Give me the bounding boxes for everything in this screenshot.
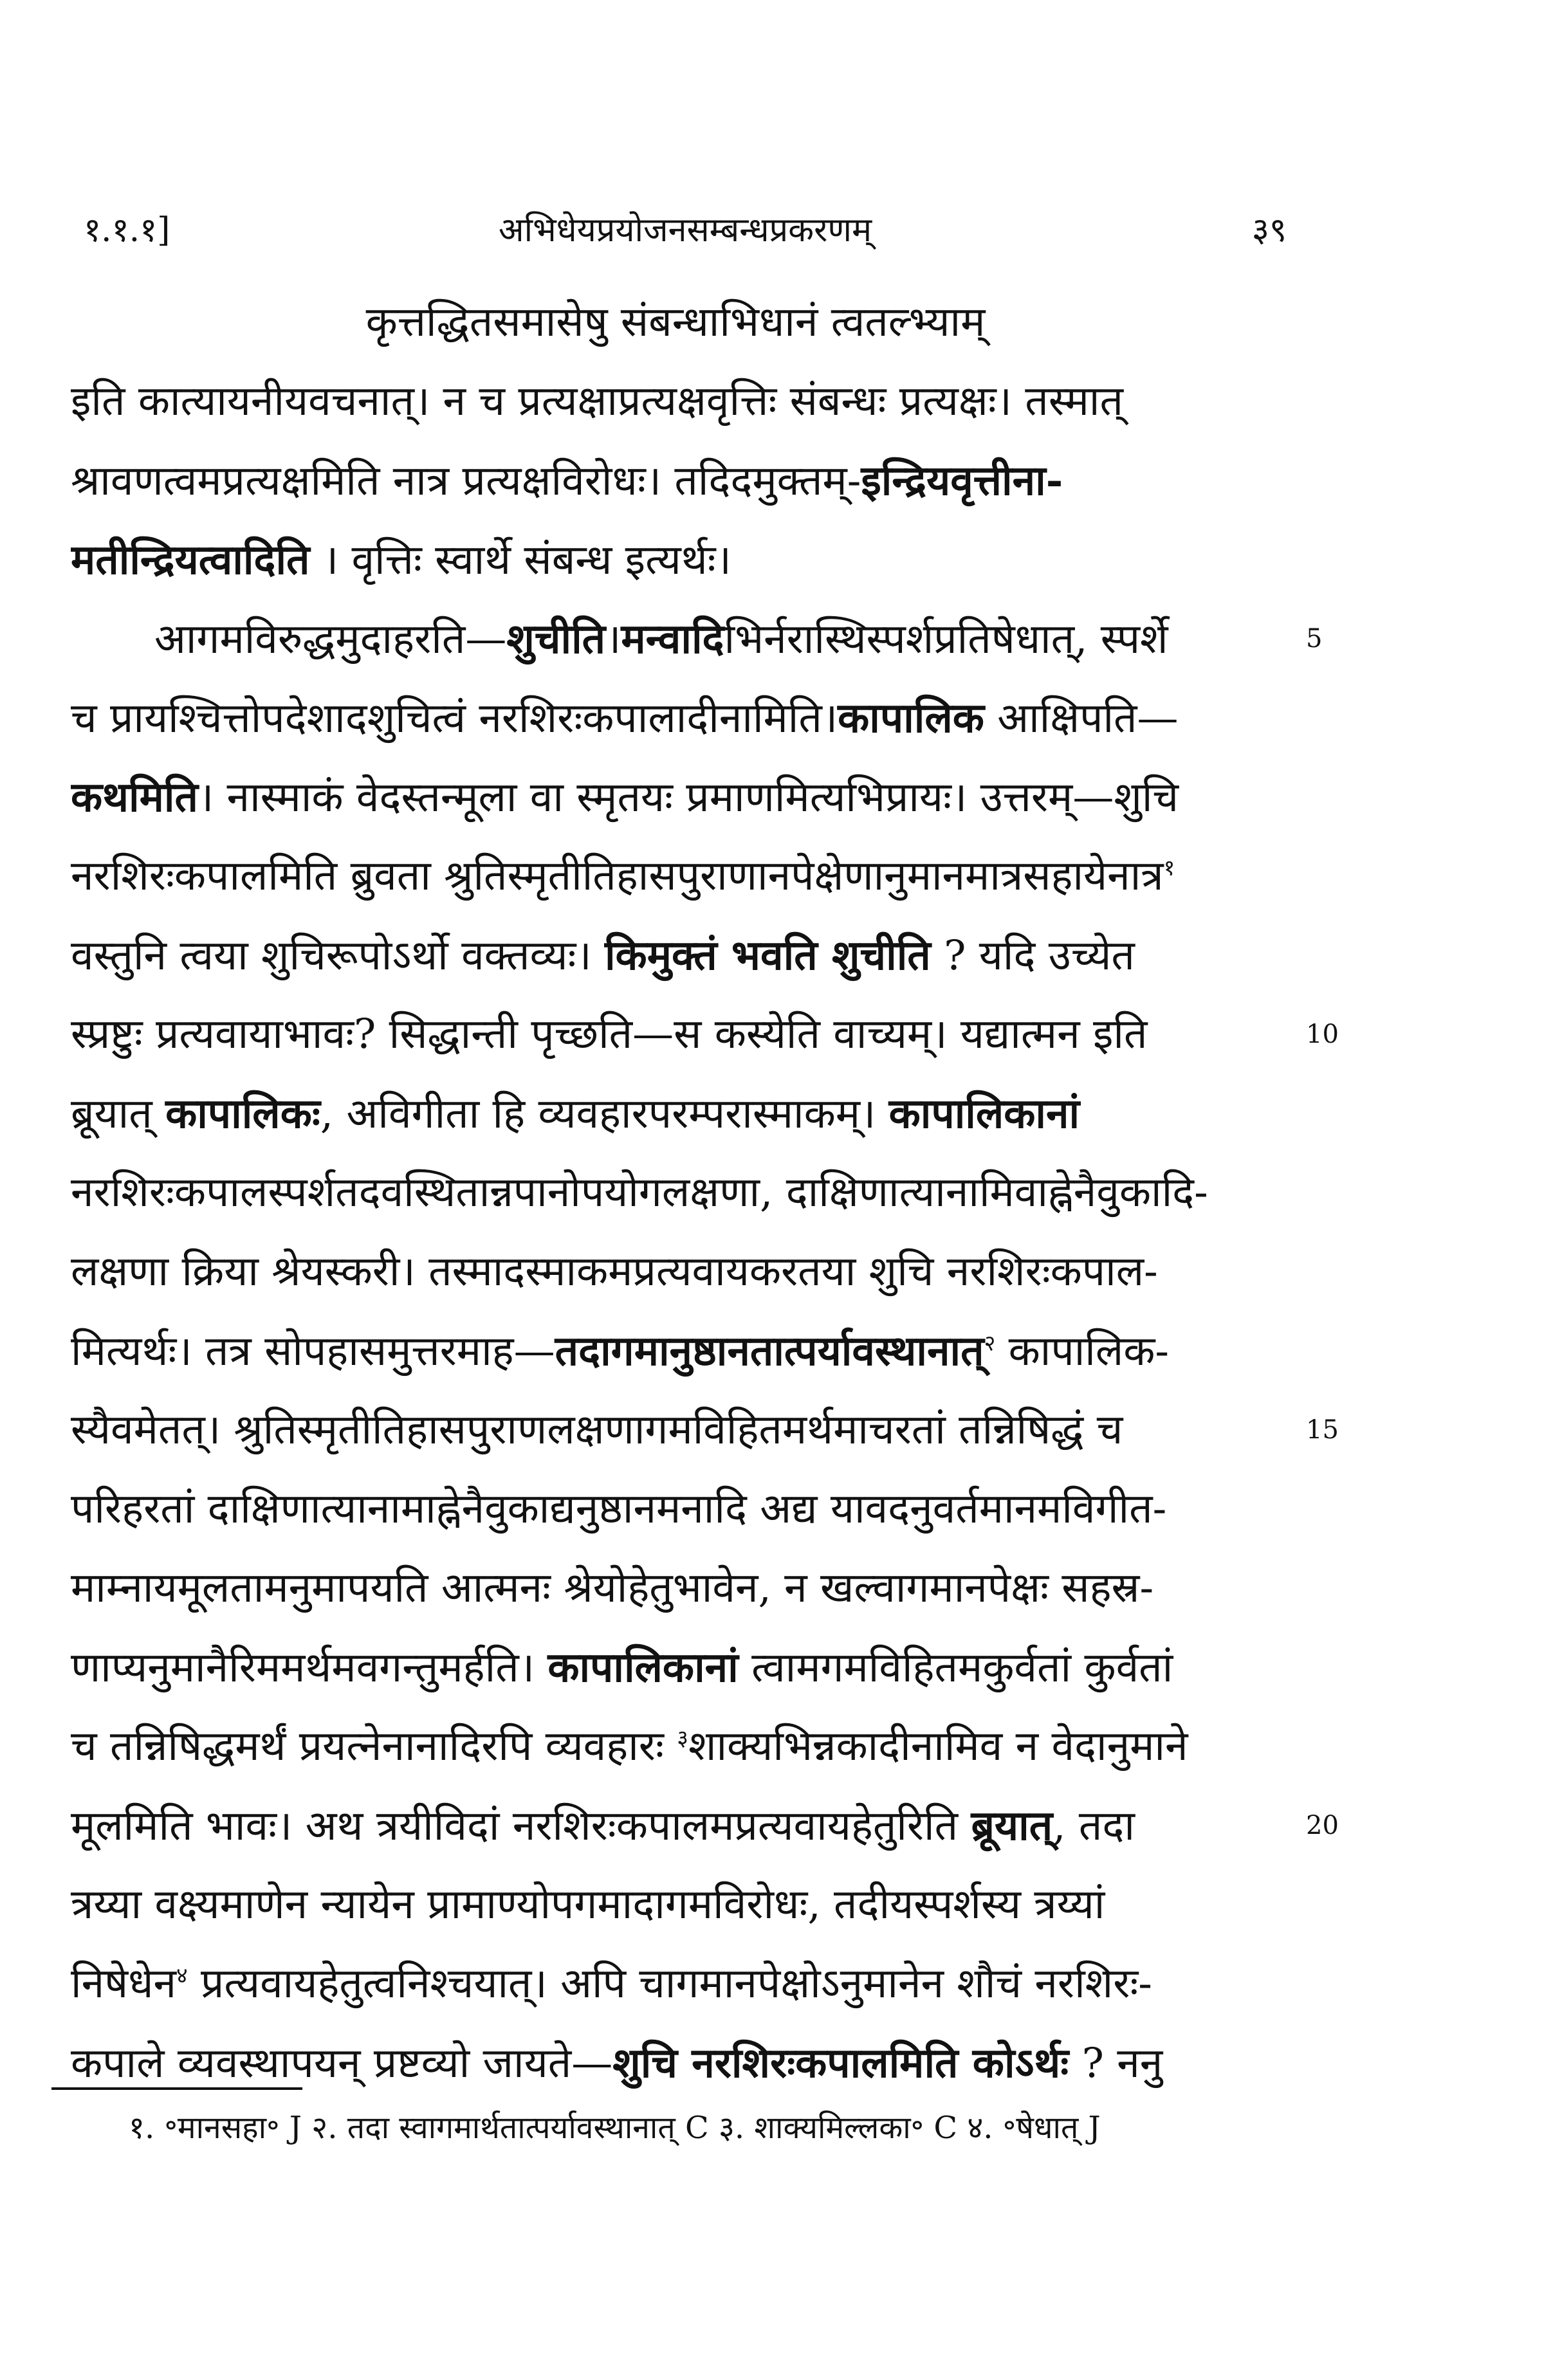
bold-text: मतीन्द्रियत्वादिति [71, 536, 310, 584]
text-line [71, 520, 1280, 600]
text-line [71, 995, 1280, 1074]
text-line [71, 1549, 1280, 1628]
text-line [71, 1074, 1280, 1153]
text-segment: शाक्यभिन्नकादीनामिव न वेदानुमाने [688, 1723, 1188, 1770]
text-segment: ब्रूयात् [71, 1090, 166, 1138]
bold-text: कापालिकानां [888, 1090, 1080, 1138]
text-line [71, 837, 1280, 916]
text-segment: आगमविरुद्धमुदाहरति— [154, 616, 507, 663]
line-number: 5 [1306, 624, 1323, 654]
text-segment: भिर्नरास्थिस्पर्शप्रतिषेधात्, स्पर्शे [724, 616, 1168, 663]
text-line [71, 1786, 1280, 1865]
running-header [84, 205, 1287, 256]
bold-text: कापालिकानां [547, 1643, 739, 1692]
text-segment: इति कात्यायनीयवचनात्। न च प्रत्यक्षाप्रत्यक्षवृत्तिः संबन्धः प्रत्यक्षः। तस्मात् [71, 378, 1123, 425]
text-segment: स्यैवमेतत्। श्रुतिस्मृतीतिहासपुराणलक्षणागमविहितमर्थमाचरतां तन्निषिद्धं च [71, 1406, 1123, 1454]
text-segment: प्रत्यवायहेतुत्वनिश्चयात्। अपि चागमानपेक्षोऽनुमानेन शौचं नरशिरः- [187, 1960, 1152, 2008]
text-line [71, 1312, 1280, 1391]
bold-text: कथमिति [71, 773, 198, 821]
text-line [71, 600, 1280, 679]
text-line [71, 441, 1280, 520]
text-line [71, 916, 1280, 995]
text-segment: च तन्निषिद्धमर्थं प्रयत्नेनानादिरपि व्यवहारः [71, 1723, 677, 1770]
bold-text: तदागमानुष्ठानतात्पर्यावस्थानात् [555, 1327, 984, 1375]
text-line [71, 679, 1280, 758]
text-segment: श्रावणत्वमप्रत्यक्षमिति नात्र प्रत्यक्षविरोधः। तदिदमुक्तम्- [71, 457, 861, 505]
text-segment: मूलमिति भावः। अथ त्रयीविदां नरशिरःकपालमप्रत्यवायहेतुरिति [71, 1802, 971, 1850]
text-segment: कृत्तद्धितसमासेषु संबन्धाभिधानं त्वतल्भ्याम् [365, 298, 986, 346]
text-segment: स्प्रष्टुः प्रत्यवायाभावः? सिद्धान्ती पृच्छति—स कस्येति वाच्यम्। यद्यात्मन इति [71, 1011, 1148, 1058]
page-number: ३९ [1251, 211, 1287, 250]
text-line [71, 1391, 1280, 1470]
text-segment: कपाले व्यवस्थापयन् प्रष्टव्यो जायते— [71, 2040, 613, 2087]
footnote-marker: ४ [176, 1963, 188, 1989]
text-segment: मित्यर्थः। तत्र सोपहासमुत्तरमाह— [71, 1328, 555, 1375]
text-segment: त्रय्या वक्ष्यमाणेन न्यायेन प्रामाण्योपगमादागमविरोधः, तदीयस्पर्शस्य त्रय्यां [71, 1881, 1105, 1928]
footnote-marker: २ [984, 1330, 996, 1357]
footnote-marker: १ [1163, 855, 1175, 881]
text-segment: । नास्माकं वेदस्तन्मूला वा स्मृतयः प्रमाणमित्यभिप्रायः। उत्तरम्—शुचि [198, 774, 1179, 821]
text-segment: च प्रायश्चित्तोपदेशादशुचित्वं नरशिरःकपालादीनामिति। [71, 695, 838, 742]
section-reference: १.१.१] [84, 211, 170, 250]
bold-text: ब्रूयात् [971, 1802, 1053, 1850]
text-line [71, 283, 1280, 362]
text-segment: नरशिरःकपालस्पर्शतदवस्थितान्नपानोपयोगलक्षणा, दाक्षिणात्यानामिवाह्नेनैवुकादि- [71, 1169, 1208, 1216]
bold-text: कापालिक [838, 694, 984, 742]
text-segment: , अविगीता हि व्यवहारपरम्परास्माकम्। [320, 1090, 889, 1138]
running-title: अभिधेयप्रयोजनसम्बन्धप्रकरणम् [498, 211, 872, 250]
text-segment: वस्तुनि त्वया शुचिरूपोऽर्थो वक्तव्यः। [71, 932, 605, 980]
text-line [71, 758, 1280, 837]
text-segment: कापालिक- [995, 1328, 1170, 1375]
text-segment: परिहरतां दाक्षिणात्यानामाह्नेनैवुकाद्यनुष्ठानमनादि अद्य यावदनुवर्तमानमविगीत- [71, 1485, 1167, 1533]
text-line [71, 1153, 1280, 1232]
text-segment: । वृत्तिः स्वार्थे संबन्ध इत्यर्थः। [309, 536, 731, 584]
text-line [71, 1232, 1280, 1312]
text-line [71, 1628, 1280, 1707]
text-line [71, 1945, 1280, 2024]
text-segment: । [605, 616, 621, 663]
text-segment: त्वामगमविहितमकुर्वतां कुर्वतां [738, 1644, 1173, 1692]
text-segment: आक्षिपति— [984, 695, 1179, 742]
line-number: 15 [1306, 1415, 1339, 1445]
text-segment: , तदा [1052, 1802, 1135, 1850]
text-segment: ? ननु [1069, 2040, 1163, 2087]
main-text [71, 283, 1280, 2103]
bold-text: शुचि नरशिरःकपालमिति कोऽर्थः [612, 2039, 1069, 2087]
line-number: 10 [1306, 1020, 1339, 1049]
text-segment: निषेधेन [71, 1960, 176, 2008]
bold-text: किमुक्तं भवति शुचीति [604, 931, 931, 980]
bold-text: शुचीति [506, 615, 606, 663]
text-line [71, 2024, 1280, 2103]
text-segment: नरशिरःकपालमिति ब्रुवता श्रुतिस्मृतीतिहासपुराणानपेक्षेणानुमानमात्रसहायेनात्र [71, 852, 1164, 900]
text-segment: णाप्यनुमानैरिममर्थमवगन्तुमर्हति। [71, 1644, 548, 1692]
text-line [71, 362, 1280, 441]
bold-text: मन्वादि [621, 615, 724, 663]
line-number: 20 [1306, 1811, 1339, 1840]
text-line [71, 1707, 1280, 1786]
text-line [71, 1470, 1280, 1549]
bold-text: इन्द्रियवृत्तीना- [861, 457, 1063, 505]
text-segment: ? यदि उच्येत [930, 932, 1135, 980]
text-segment: लक्षणा क्रिया श्रेयस्करी। तस्मादस्माकमप्रत्यवायकरतया शुचि नरशिरःकपाल- [71, 1248, 1158, 1295]
footnote-marker: ३ [677, 1725, 688, 1752]
footnote-divider [51, 2087, 302, 2090]
bold-text: कापालिकः [165, 1090, 320, 1138]
footnotes: १. ॰मानसहा॰ J २. तदा स्वागमार्थतात्पर्यावस्थानात् C ३. शाक्यमिल्लका॰ C ४. ॰षेधात् J [129, 2110, 1101, 2146]
text-segment: माम्नायमूलतामनुमापयति आत्मनः श्रेयोहेतुभावेन, न खल्वागमानपेक्षः सहस्र- [71, 1564, 1154, 1612]
text-line [71, 1865, 1280, 1945]
